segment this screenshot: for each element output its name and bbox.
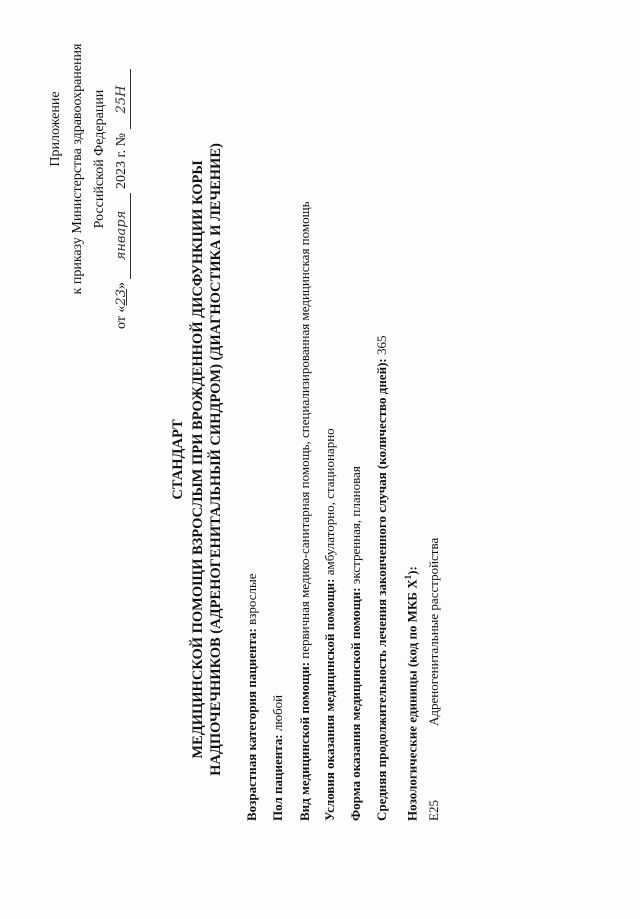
appendix-country-line: Российской Федерации [92,89,107,229]
field-value: экстренная, плановая [348,466,363,588]
nosology-label-end: ): [404,566,420,575]
field-label: Вид медицинской помощи: [297,661,312,821]
order-number: 25Н [114,69,131,129]
field-label: Условия оказания медицинской помощи: [322,578,337,821]
date-mid: » [114,282,129,290]
field-care-type [297,201,313,821]
field-label: Средняя продолжительность лечения законченного случая (количество дней): [374,358,389,821]
field-value: 365 [374,335,389,359]
field-care-conditions [322,428,338,821]
standard-title-line2: НАДПОЧЕЧНИКОВ (АДРЕНОГЕНИТАЛЬНЫЙ СИНДРОМ) (ДИАГНОСТИКА И ЛЕЧЕНИЕ) [208,143,224,776]
nosology-heading [400,566,420,821]
field-age-category [244,574,260,821]
field-sex [270,695,286,821]
appendix-order-line: к приказу Министерства здравоохранения [70,43,85,295]
appendix-title: Приложение [48,91,63,167]
standard-heading: СТАНДАРТ [170,419,186,500]
date-year: 2023 г. № [114,132,129,190]
nosology-name: Адреногенитальные расстройства [426,537,441,726]
appendix-date-line [114,69,131,329]
field-value: первичная медико-санитарная помощь, специализированная медицинская помощь [297,201,312,662]
field-value: любой [270,694,285,735]
standard-title-line1: МЕДИЦИНСКОЙ ПОМОЩИ ВЗРОСЛЫМ ПРИ ВРОЖДЕННОЙ ДИСФУНКЦИИ КОРЫ [190,160,206,759]
field-duration [374,336,390,821]
nosology-code: E25 [426,800,441,821]
field-label: Возрастная категория пациента: [244,628,259,821]
field-value: взрослые [244,573,259,629]
date-month: января [114,193,131,279]
nosology-footnote-mark: 1 [403,574,413,580]
field-label: Форма оказания медицинской помощи: [348,587,363,821]
field-care-form [348,466,364,821]
nosology-label: Нозологические единицы (код по МКБ X [404,579,420,821]
date-prefix: от « [114,305,129,329]
field-value: амбулаторно, стационарно [322,428,337,579]
date-day: 23 [114,289,129,306]
field-label: Пол пациента: [270,734,285,821]
